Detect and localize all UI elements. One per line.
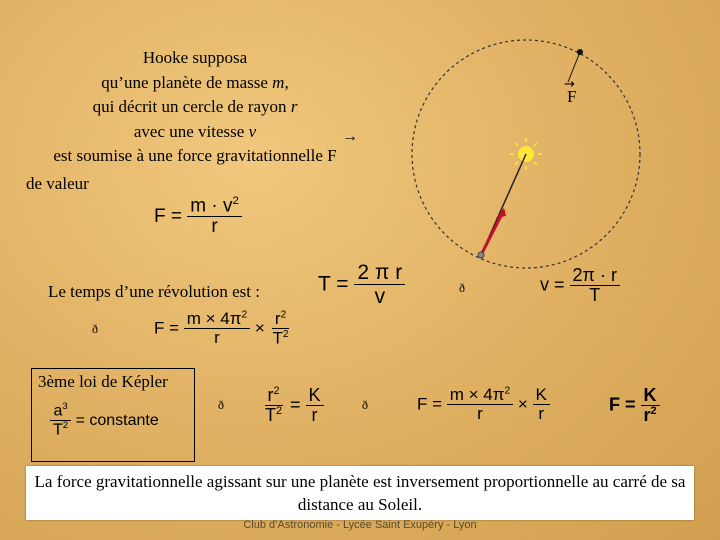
implies-arrow-1: ð <box>459 281 465 295</box>
intro-line-2: qu’une planète de masse m, <box>101 72 289 92</box>
intro-line-1: Hooke supposa <box>142 48 248 67</box>
implies-arrow-4: ð <box>362 398 368 412</box>
intro-text <box>0 46 390 196</box>
ratio-formula: $\frac{r^2}{T^2}$ = $\frac{K}{r}$ <box>262 386 324 426</box>
implies-arrow-3: ð <box>218 398 224 412</box>
intro-line-4: avec une vitesse v <box>133 121 257 141</box>
force-substituted-formula: F = $\frac{m \times 4\pi^2}{r}$ × $\frac{r^2}{T^2}$ <box>154 309 289 348</box>
conclusion-box: La force gravitationnelle agissant sur une planète est inversement proportionnelle au carré de sa distance au Soleil. <box>26 466 694 520</box>
period-label: Le temps d’une révolution est : <box>48 282 260 301</box>
kepler-title: 3ème loi de Képler <box>38 372 168 391</box>
kepler-formula: $\frac{a^3}{T^2}$ = constante <box>50 402 159 439</box>
intro-line-6: de valeur <box>26 173 89 193</box>
velocity-formula: v = $\frac{2\pi \cdot r}{T}$ <box>540 266 620 306</box>
force-label: F <box>567 87 577 106</box>
orbit-diagram <box>400 30 720 280</box>
intro-line-3: qui décrit un cercle de rayon r <box>92 97 298 116</box>
intro-line-5: est soumise à une force gravitationnelle F <box>53 146 337 165</box>
force-k-formula: F = $\frac{m \times 4\pi^2}{r}$ × $\frac{K}{r}$ <box>417 386 550 424</box>
period-formula: T = $\frac{\text{2 π r}}{v}$ <box>318 262 405 308</box>
final-formula: F = $\frac{K}{r^2}$ <box>609 386 660 426</box>
footer-credit: Club d’Astronomie - Lycée Saint Exupéry - Lyon <box>243 519 477 531</box>
force-label-arrow-icon: → <box>564 77 575 92</box>
force-formula: F = $\frac{m \cdot v^2}{r}$ <box>154 196 242 238</box>
vector-arrow-icon: → <box>342 128 358 145</box>
planet-bottom <box>478 252 484 258</box>
implies-arrow-2: ð <box>92 322 98 336</box>
